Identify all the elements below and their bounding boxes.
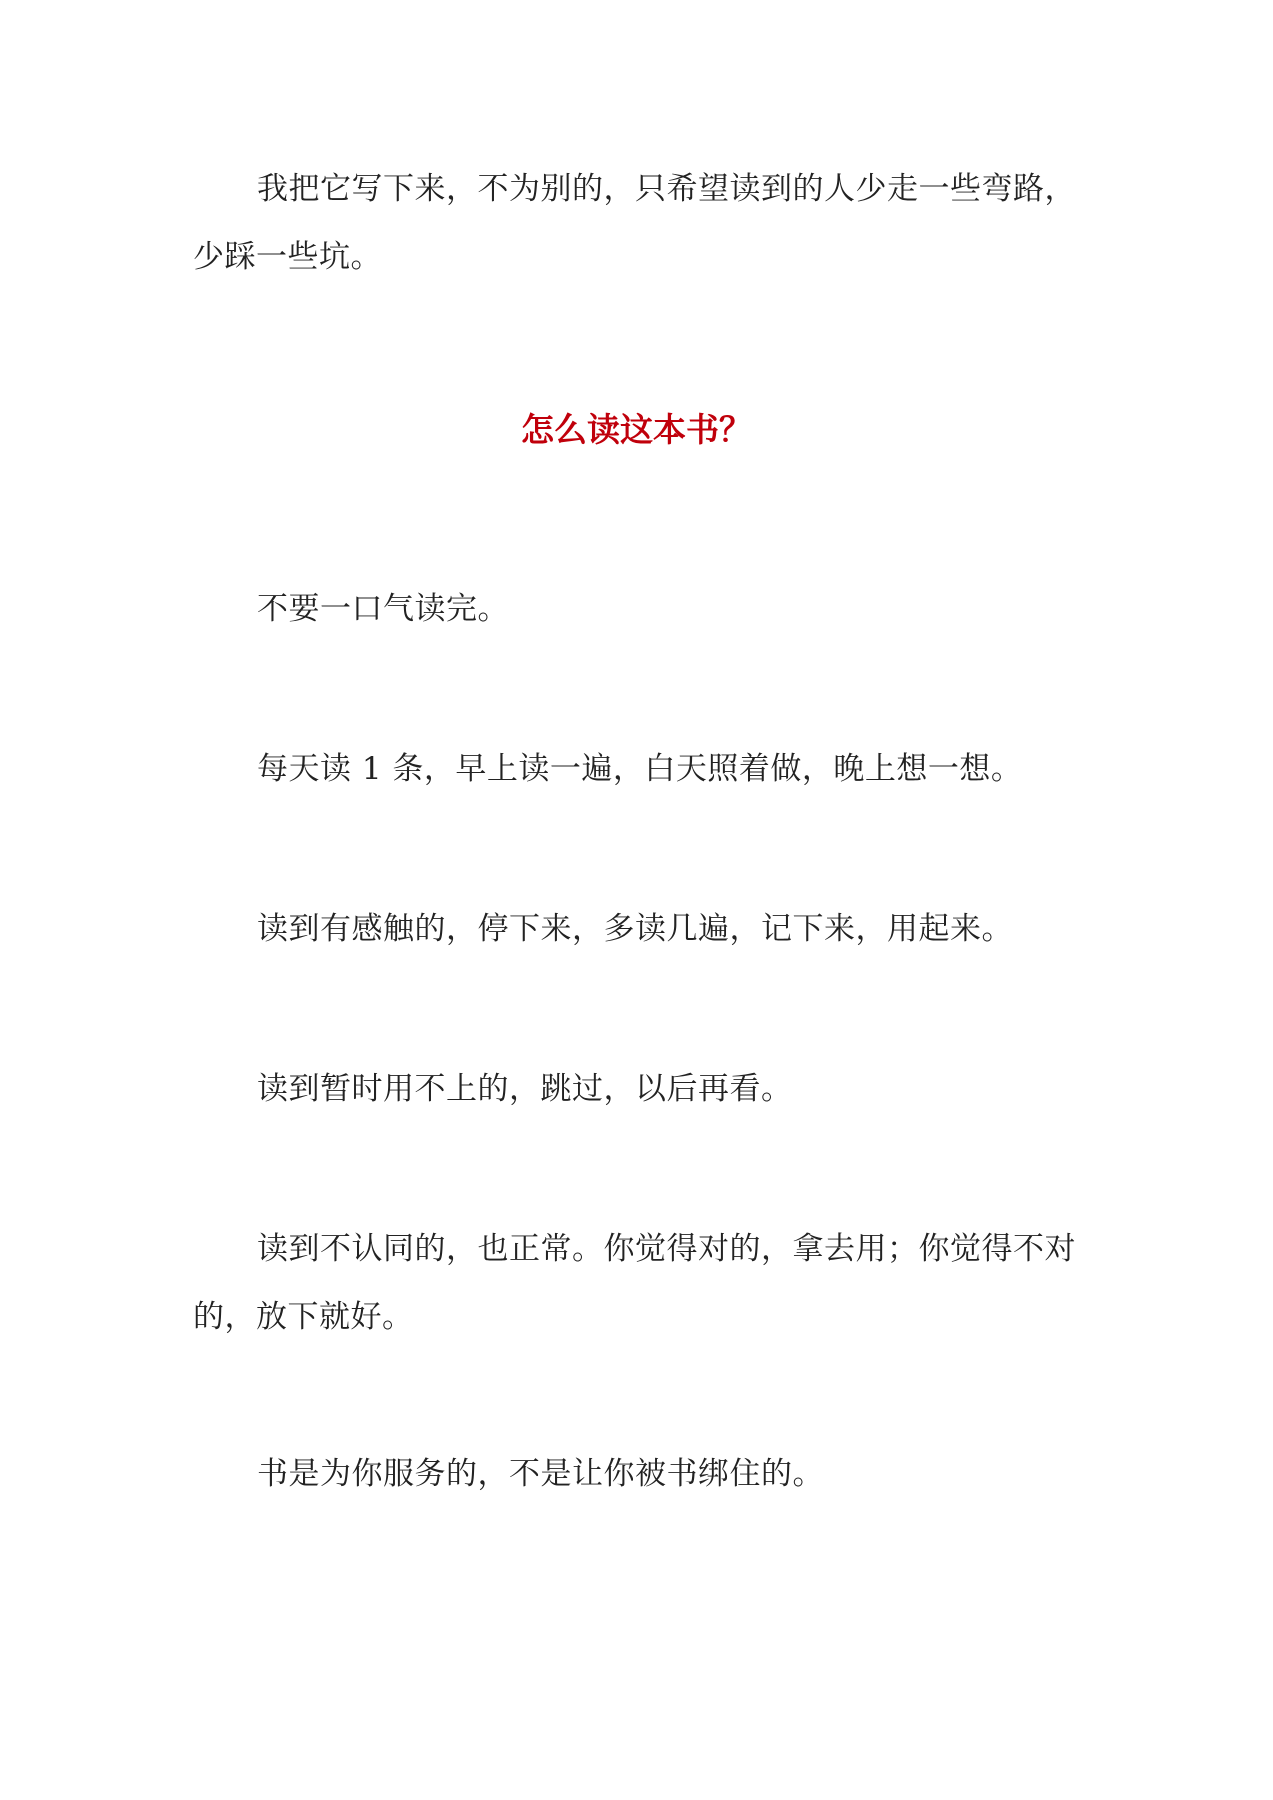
paragraph-6: 书是为你服务的，不是让你被书绑住的。 <box>257 1456 824 1492</box>
paragraph-4: 读到暂时用不上的，跳过，以后再看。 <box>257 1071 793 1107</box>
paragraph-1: 不要一口气读完。 <box>257 591 509 627</box>
paragraph-3: 读到有感触的，停下来，多读几遍，记下来，用起来。 <box>257 911 1013 947</box>
section-title: 怎么读这本书？ <box>521 410 752 449</box>
paragraph-5: 读到不认同的，也正常。你觉得对的，拿去用；你觉得不对的，放下就好。 <box>193 1231 1076 1335</box>
paragraph-2: 每天读 1 条，早上读一遍，白天照着做，晚上想一想。 <box>257 751 1023 787</box>
intro-paragraph: 我把它写下来，不为别的，只希望读到的人少走一些弯路，少踩一些坑。 <box>193 171 1076 275</box>
